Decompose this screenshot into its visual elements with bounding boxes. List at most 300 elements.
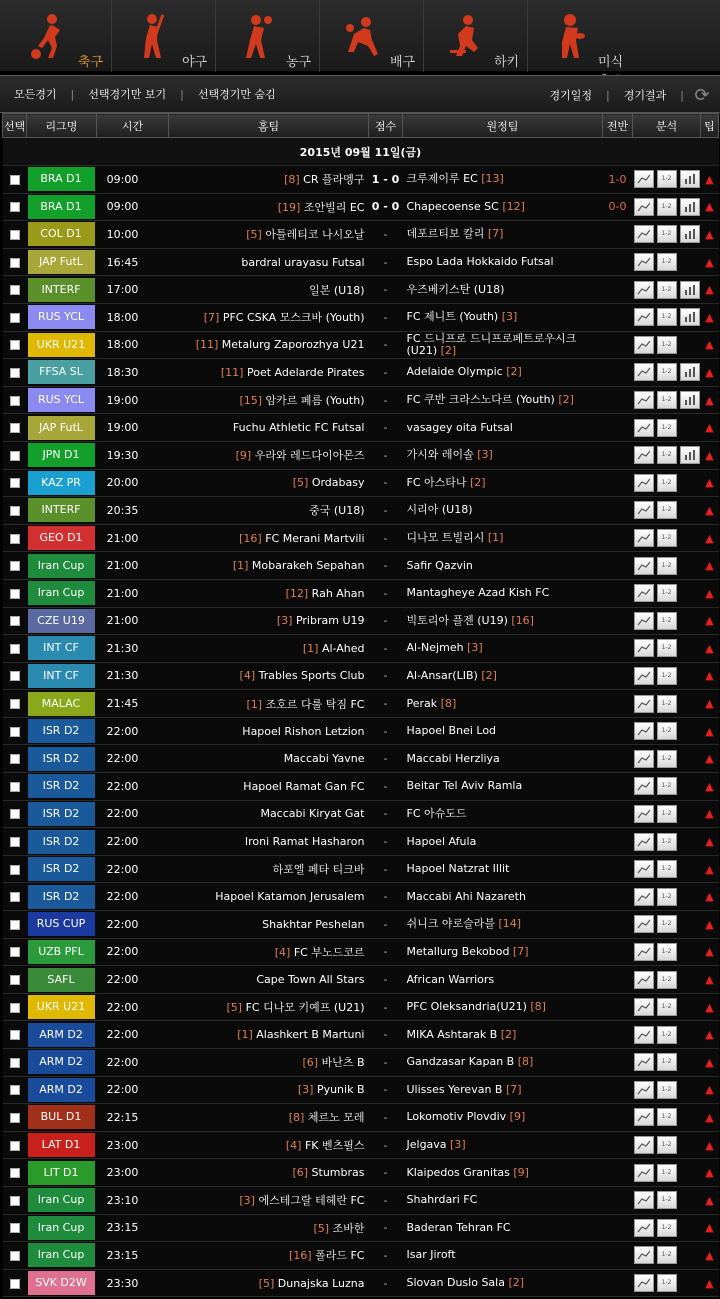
league-badge[interactable]: JAP FutL [28,416,95,440]
away-team-cell[interactable] [403,414,603,442]
league-badge[interactable]: LIT D1 [28,1161,95,1185]
tip-arrow-icon[interactable]: ▲ [705,641,714,655]
tip-arrow-icon[interactable]: ▲ [705,835,714,849]
odds-1x2-icon[interactable]: 1-2 [657,777,677,795]
bar-chart-icon[interactable] [680,170,700,188]
select-checkbox[interactable] [10,534,20,544]
odds-1x2-icon[interactable]: 1-2 [657,336,677,354]
table-row[interactable] [3,414,719,442]
odds-1x2-icon[interactable]: 1-2 [657,667,677,685]
home-team-cell[interactable] [169,331,369,359]
odds-1x2-icon[interactable]: 1-2 [657,474,677,492]
results-link[interactable]: 경기결과 [623,89,667,102]
tip-arrow-icon[interactable]: ▲ [705,973,714,987]
select-checkbox[interactable] [10,837,20,847]
table-row[interactable] [3,524,719,552]
select-checkbox[interactable] [10,754,20,764]
select-checkbox[interactable] [10,782,20,792]
away-team-cell[interactable] [403,717,603,745]
away-team-cell[interactable] [403,552,603,580]
table-row[interactable] [3,1076,719,1104]
trend-chart-icon[interactable] [634,1164,654,1182]
league-badge[interactable]: ISR D2 [28,719,95,743]
tip-arrow-icon[interactable]: ▲ [705,1248,714,1262]
tip-arrow-icon[interactable]: ▲ [705,503,714,517]
trend-chart-icon[interactable] [634,225,654,243]
trend-chart-icon[interactable] [634,722,654,740]
table-row[interactable] [3,359,719,387]
trend-chart-icon[interactable] [634,336,654,354]
league-badge[interactable]: Iran Cup [28,1216,95,1240]
odds-1x2-icon[interactable]: 1-2 [657,363,677,381]
home-team-cell[interactable] [169,359,369,387]
tip-arrow-icon[interactable]: ▲ [705,531,714,545]
away-team-cell[interactable] [403,1104,603,1132]
select-checkbox[interactable] [10,368,20,378]
away-team-cell[interactable] [403,359,603,387]
odds-1x2-icon[interactable]: 1-2 [657,584,677,602]
odds-1x2-icon[interactable]: 1-2 [657,1164,677,1182]
odds-1x2-icon[interactable]: 1-2 [657,419,677,437]
league-badge[interactable]: SAFL [28,968,95,992]
hide-selected-link[interactable]: 선택경기만 숨김 [197,88,276,101]
table-row[interactable] [3,386,719,414]
bar-chart-icon[interactable] [680,363,700,381]
select-checkbox[interactable] [10,727,20,737]
league-badge[interactable]: JPN D1 [28,443,95,467]
bar-chart-icon[interactable] [680,391,700,409]
away-team-cell[interactable] [403,607,603,635]
tip-arrow-icon[interactable]: ▲ [705,559,714,573]
odds-1x2-icon[interactable]: 1-2 [657,1191,677,1209]
tip-arrow-icon[interactable]: ▲ [705,365,714,379]
table-row[interactable] [3,662,719,690]
select-checkbox[interactable] [10,230,20,240]
away-team-cell[interactable] [403,993,603,1021]
home-team-cell[interactable] [169,1242,369,1270]
odds-1x2-icon[interactable]: 1-2 [657,1136,677,1154]
table-row[interactable] [3,607,719,635]
home-team-cell[interactable] [169,276,369,304]
select-checkbox[interactable] [10,1085,20,1095]
league-badge[interactable]: BUL D1 [28,1105,95,1129]
tip-arrow-icon[interactable]: ▲ [705,862,714,876]
odds-1x2-icon[interactable]: 1-2 [657,501,677,519]
tip-arrow-icon[interactable]: ▲ [705,227,714,241]
bar-chart-icon[interactable] [680,281,700,299]
odds-1x2-icon[interactable]: 1-2 [657,225,677,243]
select-checkbox[interactable] [10,285,20,295]
home-team-cell[interactable] [169,855,369,883]
league-badge[interactable]: ISR D2 [28,747,95,771]
trend-chart-icon[interactable] [634,1274,654,1292]
away-team-cell[interactable] [403,938,603,966]
trend-chart-icon[interactable] [634,391,654,409]
tip-arrow-icon[interactable]: ▲ [705,172,714,186]
league-badge[interactable]: UKR U21 [28,333,95,357]
odds-1x2-icon[interactable]: 1-2 [657,308,677,326]
trend-chart-icon[interactable] [634,308,654,326]
odds-1x2-icon[interactable]: 1-2 [657,1274,677,1292]
odds-1x2-icon[interactable]: 1-2 [657,805,677,823]
trend-chart-icon[interactable] [634,667,654,685]
table-row[interactable] [3,911,719,939]
away-team-cell[interactable] [403,1242,603,1270]
tip-arrow-icon[interactable]: ▲ [705,1166,714,1180]
away-team-cell[interactable] [403,1214,603,1242]
select-checkbox[interactable] [10,1141,20,1151]
trend-chart-icon[interactable] [634,253,654,271]
trend-chart-icon[interactable] [634,612,654,630]
tip-arrow-icon[interactable]: ▲ [705,917,714,931]
select-checkbox[interactable] [10,313,20,323]
league-badge[interactable]: INTERF [28,278,95,302]
home-team-cell[interactable] [169,221,369,249]
trend-chart-icon[interactable] [634,474,654,492]
away-team-cell[interactable] [403,662,603,690]
trend-chart-icon[interactable] [634,529,654,547]
table-row[interactable] [3,1104,719,1132]
table-row[interactable] [3,1214,719,1242]
trend-chart-icon[interactable] [634,281,654,299]
away-team-cell[interactable] [403,166,603,194]
select-checkbox[interactable] [10,1279,20,1289]
home-team-cell[interactable] [169,1186,369,1214]
trend-chart-icon[interactable] [634,1191,654,1209]
league-badge[interactable]: ISR D2 [28,802,95,826]
table-row[interactable] [3,690,719,718]
away-team-cell[interactable] [403,1186,603,1214]
trend-chart-icon[interactable] [634,1053,654,1071]
table-row[interactable] [3,855,719,883]
home-team-cell[interactable] [169,1021,369,1049]
home-team-cell[interactable] [169,1159,369,1187]
odds-1x2-icon[interactable]: 1-2 [657,612,677,630]
select-checkbox[interactable] [10,451,20,461]
odds-1x2-icon[interactable]: 1-2 [657,557,677,575]
away-team-cell[interactable] [403,331,603,359]
table-row[interactable] [3,1242,719,1270]
select-checkbox[interactable] [10,671,20,681]
tip-arrow-icon[interactable]: ▲ [705,697,714,711]
tip-arrow-icon[interactable]: ▲ [705,1000,714,1014]
select-checkbox[interactable] [10,1196,20,1206]
table-row[interactable] [3,497,719,525]
home-team-cell[interactable] [169,938,369,966]
home-team-cell[interactable] [169,166,369,194]
schedule-link[interactable]: 경기일정 [549,89,593,102]
away-team-cell[interactable] [403,828,603,856]
odds-1x2-icon[interactable]: 1-2 [657,391,677,409]
tip-arrow-icon[interactable]: ▲ [705,807,714,821]
trend-chart-icon[interactable] [634,198,654,216]
league-badge[interactable]: MALAC [28,692,95,716]
home-team-cell[interactable] [169,773,369,801]
home-team-cell[interactable] [169,1049,369,1077]
table-row[interactable] [3,1269,719,1297]
home-team-cell[interactable] [169,1104,369,1132]
trend-chart-icon[interactable] [634,777,654,795]
trend-chart-icon[interactable] [634,860,654,878]
trend-chart-icon[interactable] [634,557,654,575]
trend-chart-icon[interactable] [634,639,654,657]
trend-chart-icon[interactable] [634,446,654,464]
odds-1x2-icon[interactable]: 1-2 [657,833,677,851]
odds-1x2-icon[interactable]: 1-2 [657,529,677,547]
odds-1x2-icon[interactable]: 1-2 [657,915,677,933]
home-team-cell[interactable] [169,828,369,856]
league-badge[interactable]: Iran Cup [28,554,95,578]
home-team-cell[interactable] [169,607,369,635]
tip-arrow-icon[interactable]: ▲ [705,1083,714,1097]
table-row[interactable] [3,552,719,580]
home-team-cell[interactable] [169,800,369,828]
tip-arrow-icon[interactable]: ▲ [705,1138,714,1152]
league-badge[interactable]: ARM D2 [28,1078,95,1102]
select-checkbox[interactable] [10,1058,20,1068]
odds-1x2-icon[interactable]: 1-2 [657,695,677,713]
odds-1x2-icon[interactable]: 1-2 [657,253,677,271]
league-badge[interactable]: BRA D1 [28,167,95,191]
odds-1x2-icon[interactable]: 1-2 [657,888,677,906]
league-badge[interactable]: ARM D2 [28,1023,95,1047]
away-team-cell[interactable] [403,1021,603,1049]
tip-arrow-icon[interactable]: ▲ [705,779,714,793]
select-checkbox[interactable] [10,340,20,350]
home-team-cell[interactable] [169,414,369,442]
odds-1x2-icon[interactable]: 1-2 [657,1026,677,1044]
refresh-icon[interactable]: ⟳ [694,84,710,106]
odds-1x2-icon[interactable]: 1-2 [657,1246,677,1264]
away-team-cell[interactable] [403,469,603,497]
sport-tab[interactable] [424,0,528,72]
league-badge[interactable]: SVK D2W [28,1271,95,1295]
tip-arrow-icon[interactable]: ▲ [705,752,714,766]
table-row[interactable] [3,1021,719,1049]
league-badge[interactable]: ISR D2 [28,885,95,909]
home-team-cell[interactable] [169,441,369,469]
odds-1x2-icon[interactable]: 1-2 [657,943,677,961]
sport-tab[interactable] [112,0,216,72]
home-team-cell[interactable] [169,1214,369,1242]
league-badge[interactable]: RUS YCL [28,305,95,329]
tip-arrow-icon[interactable]: ▲ [705,421,714,435]
tip-arrow-icon[interactable]: ▲ [705,1055,714,1069]
tip-arrow-icon[interactable]: ▲ [705,393,714,407]
table-row[interactable] [3,579,719,607]
away-team-cell[interactable] [403,1269,603,1297]
away-team-cell[interactable] [403,386,603,414]
away-team-cell[interactable] [403,773,603,801]
tip-arrow-icon[interactable]: ▲ [705,283,714,297]
trend-chart-icon[interactable] [634,833,654,851]
table-row[interactable] [3,966,719,994]
league-badge[interactable]: RUS CUP [28,912,95,936]
league-badge[interactable]: Iran Cup [28,1188,95,1212]
select-checkbox[interactable] [10,947,20,957]
select-checkbox[interactable] [10,589,20,599]
select-checkbox[interactable] [10,975,20,985]
home-team-cell[interactable] [169,193,369,221]
league-badge[interactable]: LAT D1 [28,1133,95,1157]
home-team-cell[interactable] [169,497,369,525]
select-checkbox[interactable] [10,506,20,516]
select-checkbox[interactable] [10,1168,20,1178]
home-team-cell[interactable] [169,635,369,663]
league-badge[interactable]: KAZ PR [28,471,95,495]
odds-1x2-icon[interactable]: 1-2 [657,281,677,299]
odds-1x2-icon[interactable]: 1-2 [657,750,677,768]
select-checkbox[interactable] [10,865,20,875]
home-team-cell[interactable] [169,1131,369,1159]
select-checkbox[interactable] [10,1251,20,1261]
select-checkbox[interactable] [10,202,20,212]
away-team-cell[interactable] [403,883,603,911]
away-team-cell[interactable] [403,303,603,331]
tip-arrow-icon[interactable]: ▲ [705,1110,714,1124]
table-row[interactable] [3,276,719,304]
sport-tab[interactable] [216,0,320,72]
away-team-cell[interactable] [403,579,603,607]
odds-1x2-icon[interactable]: 1-2 [657,722,677,740]
trend-chart-icon[interactable] [634,888,654,906]
league-badge[interactable]: ISR D2 [28,830,95,854]
tip-arrow-icon[interactable]: ▲ [705,1276,714,1290]
league-badge[interactable]: Iran Cup [28,581,95,605]
league-badge[interactable]: ARM D2 [28,1050,95,1074]
all-games-link[interactable]: 모든경기 [14,88,57,101]
select-checkbox[interactable] [10,616,20,626]
home-team-cell[interactable] [169,911,369,939]
league-badge[interactable]: COL D1 [28,222,95,246]
home-team-cell[interactable] [169,303,369,331]
table-row[interactable] [3,1049,719,1077]
select-checkbox[interactable] [10,561,20,571]
home-team-cell[interactable] [169,883,369,911]
select-checkbox[interactable] [10,258,20,268]
away-team-cell[interactable] [403,690,603,718]
home-team-cell[interactable] [169,662,369,690]
select-checkbox[interactable] [10,892,20,902]
table-row[interactable] [3,166,719,194]
home-team-cell[interactable] [169,469,369,497]
league-badge[interactable]: Iran Cup [28,1243,95,1267]
league-badge[interactable]: RUS YCL [28,388,95,412]
select-checkbox[interactable] [10,1030,20,1040]
sport-tab[interactable] [320,0,424,72]
home-team-cell[interactable] [169,1269,369,1297]
tip-arrow-icon[interactable]: ▲ [705,200,714,214]
league-badge[interactable]: ISR D2 [28,774,95,798]
table-row[interactable] [3,745,719,773]
home-team-cell[interactable] [169,552,369,580]
select-checkbox[interactable] [10,175,20,185]
select-checkbox[interactable] [10,644,20,654]
table-row[interactable] [3,828,719,856]
league-badge[interactable]: UZB PFL [28,940,95,964]
league-badge[interactable]: INTERF [28,498,95,522]
sport-tab[interactable] [528,0,632,72]
home-team-cell[interactable] [169,248,369,276]
odds-1x2-icon[interactable]: 1-2 [657,446,677,464]
tip-arrow-icon[interactable]: ▲ [705,476,714,490]
tip-arrow-icon[interactable]: ▲ [705,890,714,904]
odds-1x2-icon[interactable]: 1-2 [657,1081,677,1099]
away-team-cell[interactable] [403,193,603,221]
away-team-cell[interactable] [403,497,603,525]
trend-chart-icon[interactable] [634,584,654,602]
league-badge[interactable]: INT CF [28,664,95,688]
league-badge[interactable]: JAP FutL [28,250,95,274]
table-row[interactable] [3,635,719,663]
trend-chart-icon[interactable] [634,1026,654,1044]
table-row[interactable] [3,221,719,249]
select-checkbox[interactable] [10,920,20,930]
trend-chart-icon[interactable] [634,1081,654,1099]
away-team-cell[interactable] [403,911,603,939]
tip-arrow-icon[interactable]: ▲ [705,448,714,462]
home-team-cell[interactable] [169,717,369,745]
trend-chart-icon[interactable] [634,943,654,961]
away-team-cell[interactable] [403,1131,603,1159]
away-team-cell[interactable] [403,800,603,828]
away-team-cell[interactable] [403,855,603,883]
league-badge[interactable]: UKR U21 [28,995,95,1019]
away-team-cell[interactable] [403,248,603,276]
tip-arrow-icon[interactable]: ▲ [705,614,714,628]
odds-1x2-icon[interactable]: 1-2 [657,998,677,1016]
select-checkbox[interactable] [10,699,20,709]
trend-chart-icon[interactable] [634,1246,654,1264]
table-row[interactable] [3,1186,719,1214]
bar-chart-icon[interactable] [680,225,700,243]
tip-arrow-icon[interactable]: ▲ [705,1028,714,1042]
tip-arrow-icon[interactable]: ▲ [705,586,714,600]
league-badge[interactable]: BRA D1 [28,195,95,219]
odds-1x2-icon[interactable]: 1-2 [657,170,677,188]
away-team-cell[interactable] [403,524,603,552]
table-row[interactable] [3,248,719,276]
show-selected-link[interactable]: 선택경기만 보기 [88,88,167,101]
home-team-cell[interactable] [169,524,369,552]
odds-1x2-icon[interactable]: 1-2 [657,639,677,657]
league-badge[interactable]: ISR D2 [28,857,95,881]
select-checkbox[interactable] [10,1113,20,1123]
table-row[interactable] [3,303,719,331]
odds-1x2-icon[interactable]: 1-2 [657,1219,677,1237]
table-row[interactable] [3,193,719,221]
home-team-cell[interactable] [169,690,369,718]
select-checkbox[interactable] [10,809,20,819]
table-row[interactable] [3,1159,719,1187]
trend-chart-icon[interactable] [634,170,654,188]
odds-1x2-icon[interactable]: 1-2 [657,971,677,989]
trend-chart-icon[interactable] [634,363,654,381]
trend-chart-icon[interactable] [634,1108,654,1126]
trend-chart-icon[interactable] [634,695,654,713]
home-team-cell[interactable] [169,966,369,994]
trend-chart-icon[interactable] [634,419,654,437]
tip-arrow-icon[interactable]: ▲ [705,255,714,269]
tip-arrow-icon[interactable]: ▲ [705,338,714,352]
table-row[interactable] [3,441,719,469]
select-checkbox[interactable] [10,396,20,406]
away-team-cell[interactable] [403,1076,603,1104]
trend-chart-icon[interactable] [634,971,654,989]
league-badge[interactable]: FFSA SL [28,360,95,384]
select-checkbox[interactable] [10,1223,20,1233]
table-row[interactable] [3,773,719,801]
